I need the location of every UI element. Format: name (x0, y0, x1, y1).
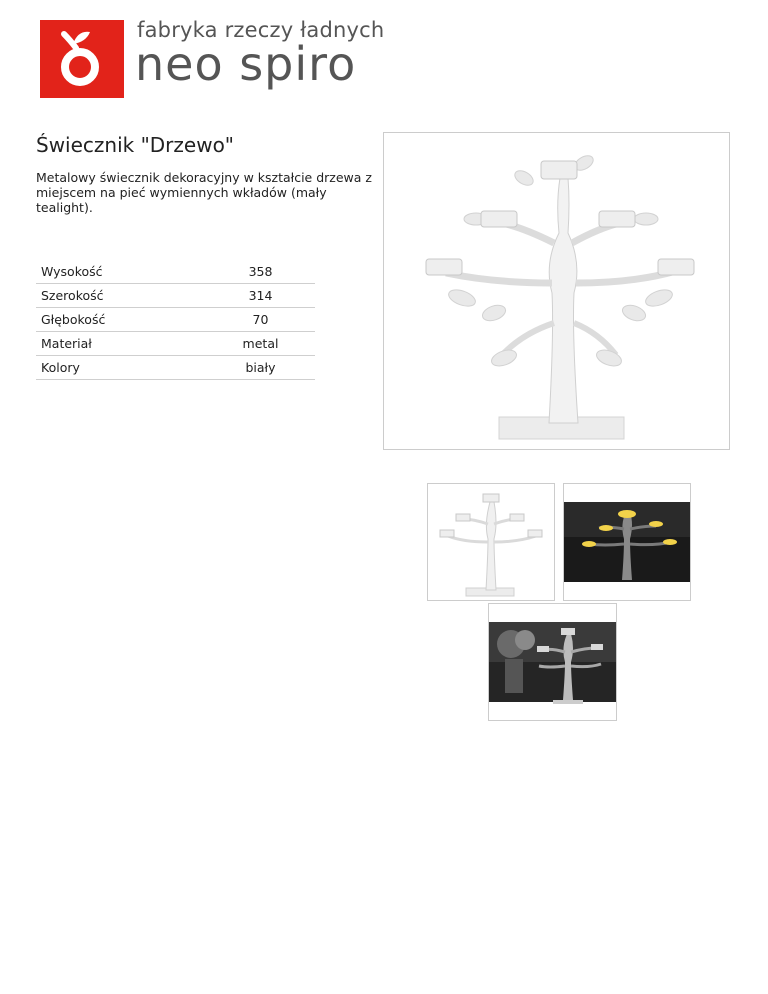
table-row (36, 332, 315, 356)
table-row (36, 356, 315, 380)
tree-candle-holder-illustration (384, 133, 729, 449)
spec-label: Głębokość (36, 308, 206, 332)
brand-tagline: fabryka rzeczy ładnych (137, 18, 385, 42)
table-row (36, 260, 315, 284)
brand-wordmark (135, 44, 395, 100)
spec-value: 358 (206, 260, 315, 284)
spec-label: Szerokość (36, 284, 206, 308)
product-title: Świecznik "Drzewo" (36, 133, 234, 157)
spec-value: biały (206, 356, 315, 380)
tree-with-flowers-photo (489, 604, 616, 720)
spec-value: 70 (206, 308, 315, 332)
spec-label: Kolory (36, 356, 206, 380)
spec-label: Wysokość (36, 260, 206, 284)
spec-table (36, 260, 315, 380)
table-row (36, 284, 315, 308)
thumbnail-image[interactable] (488, 603, 617, 721)
table-row (36, 308, 315, 332)
tree-white-photo (428, 484, 554, 600)
svg-text:neo spiro: neo spiro (135, 44, 357, 91)
thumbnail-image[interactable] (563, 483, 691, 601)
spec-value: 314 (206, 284, 315, 308)
brand-logo[interactable] (40, 20, 390, 100)
thumbnail-image[interactable] (427, 483, 555, 601)
apple-icon (40, 20, 124, 98)
main-product-image[interactable] (383, 132, 730, 450)
spec-label: Materiał (36, 332, 206, 356)
spec-value: metal (206, 332, 315, 356)
product-description: Metalowy świecznik dekoracyjny w kształcie drzewa z miejscem na pieć wymiennych wkładów (mały tealight). (36, 170, 372, 215)
tree-lit-candles-photo (564, 484, 690, 600)
